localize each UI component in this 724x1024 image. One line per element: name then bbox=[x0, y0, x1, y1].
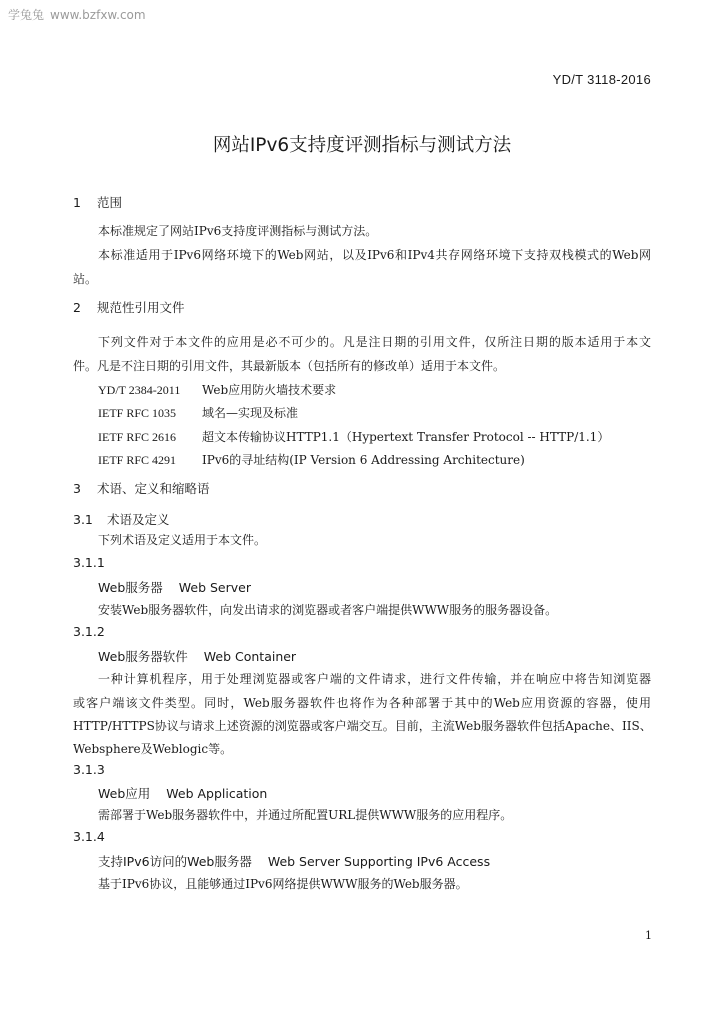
reference-title: 超文本传输协议HTTP1.1（Hypertext Transfer Protocol -- HTTP/1.1） bbox=[202, 430, 610, 444]
term-entry bbox=[98, 784, 267, 802]
definition: 安装Web服务器软件，向发出请求的浏览器或者客户端提供WWW服务的服务器设备。 bbox=[98, 603, 558, 617]
normative-reference bbox=[98, 428, 609, 445]
paragraph: 本标准适用于IPv6网络环境下的Web网站，以及IPv6和IPv4共存网络环境下支持双栈模式的Web网 bbox=[98, 248, 651, 262]
section-2-heading bbox=[73, 298, 185, 316]
section-title: 术语、定义和缩略语 bbox=[97, 481, 210, 496]
term-cn: Web服务器 bbox=[98, 580, 163, 595]
watermark-name: 学兔兔 bbox=[8, 8, 45, 22]
section-title: 规范性引用文件 bbox=[97, 300, 185, 315]
definition: Websphere及Weblogic等。 bbox=[73, 742, 233, 756]
term-entry bbox=[98, 647, 296, 665]
definition: 基于IPv6协议，且能够通过IPv6网络提供WWW服务的Web服务器。 bbox=[98, 877, 468, 891]
term-entry bbox=[98, 578, 251, 596]
section-title: 术语及定义 bbox=[107, 512, 170, 527]
reference-code: IETF RFC 4291 bbox=[98, 453, 177, 467]
section-number: 2 bbox=[73, 300, 81, 315]
page-number: 1 bbox=[645, 929, 652, 942]
clause-number: 3.1.1 bbox=[73, 555, 105, 570]
reference-title: IPv6的寻址结构(IP Version 6 Addressing Architecture) bbox=[202, 453, 525, 467]
paragraph: 站。 bbox=[73, 272, 98, 286]
normative-reference bbox=[98, 404, 298, 421]
clause-number: 3.1.3 bbox=[73, 762, 105, 777]
reference-title: 域名—实现及标准 bbox=[202, 406, 299, 420]
watermark-url: www.bzfxw.com bbox=[50, 8, 146, 22]
reference-code: IETF RFC 1035 bbox=[98, 406, 177, 420]
definition: 一种计算机程序，用于处理浏览器或客户端的文件请求，进行文件传输，并在响应中将告知浏览器 bbox=[98, 672, 651, 686]
definition: HTTP/HTTPS协议与请求上述资源的浏览器或客户端交互。目前，主流Web服务器软件包括Apache、IIS、 bbox=[73, 719, 652, 733]
term-en: Web Server Supporting IPv6 Access bbox=[267, 854, 491, 869]
reference-code: IETF RFC 2616 bbox=[98, 430, 177, 444]
standard-code: YD/T 3118-2016 bbox=[552, 72, 651, 87]
reference-code: YD/T 2384-2011 bbox=[98, 383, 181, 397]
term-entry bbox=[98, 852, 490, 870]
normative-reference bbox=[98, 381, 336, 398]
paragraph: 下列文件对于本文件的应用是必不可少的。凡是注日期的引用文件，仅所注日期的版本适用于本文 bbox=[98, 335, 651, 349]
paragraph: 下列术语及定义适用于本文件。 bbox=[98, 533, 267, 547]
normative-reference bbox=[98, 451, 525, 468]
definition: 需部署于Web服务器软件中，并通过所配置URL提供WWW服务的应用程序。 bbox=[98, 808, 513, 822]
clause-number: 3.1.4 bbox=[73, 829, 105, 844]
watermark bbox=[8, 6, 146, 23]
section-title: 范围 bbox=[97, 195, 123, 210]
section-number: 1 bbox=[73, 195, 81, 210]
document-title: 网站IPv6支持度评测指标与测试方法 bbox=[212, 135, 512, 156]
term-cn: Web应用 bbox=[98, 786, 151, 801]
paragraph: 件。凡是不注日期的引用文件，其最新版本（包括所有的修改单）适用于本文件。 bbox=[73, 359, 506, 373]
section-3-heading bbox=[73, 479, 210, 497]
section-1-heading bbox=[73, 193, 122, 211]
term-en: Web Application bbox=[166, 786, 268, 801]
definition: 或客户端该文件类型。同时，Web服务器软件也将作为各种部署于其中的Web应用资源的容器，使用 bbox=[73, 696, 651, 710]
term-cn: Web服务器软件 bbox=[98, 649, 188, 664]
paragraph: 本标准规定了网站IPv6支持度评测指标与测试方法。 bbox=[98, 224, 378, 238]
reference-title: Web应用防火墙技术要求 bbox=[202, 383, 337, 397]
clause-number: 3.1.2 bbox=[73, 624, 105, 639]
term-en: Web Server bbox=[178, 580, 251, 595]
section-number: 3 bbox=[73, 481, 81, 496]
section-3-1-heading bbox=[73, 510, 170, 528]
term-en: Web Container bbox=[203, 649, 297, 664]
section-number: 3.1 bbox=[73, 512, 93, 527]
term-cn: 支持IPv6访问的Web服务器 bbox=[98, 854, 252, 869]
